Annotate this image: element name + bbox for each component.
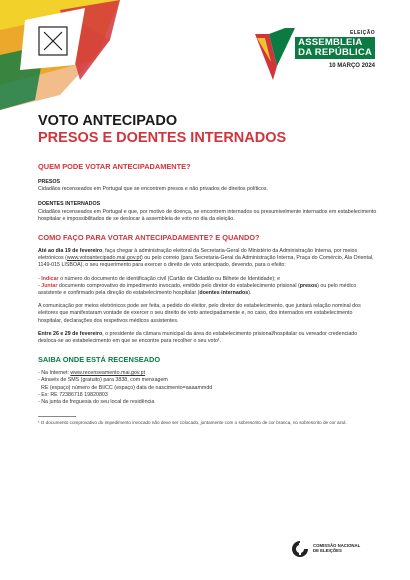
logo-name (295, 37, 375, 59)
recenseamento-line1 (38, 370, 378, 377)
v-mark-icon (255, 28, 295, 84)
p1-text-b: ) ou pelo correio (para Secretaria-Geral da Administração Interna, Praça do Comércio, Ala Oriental, 1149-015 LISBOA), o seu requerimento para exercer o direito de voto antecipado, devendo, para o efeito: (38, 255, 374, 269)
document-body (38, 162, 378, 426)
bullet2-text-c: ). (248, 290, 252, 297)
presos-text: Cidadãos recenseados em Portugal que se encontrem presos e não privados de direitos políticos. (38, 186, 268, 193)
recenseamento-line4: - Ex: RE 72386718 19820803 (38, 391, 108, 398)
logo-name-line2: DA REPÚBLICA (298, 47, 372, 58)
cne-logo-icon (290, 540, 310, 558)
cne-line1: COMISSÃO NACIONAL (313, 543, 361, 548)
recenseamento-line3: RE (espaço) número de BI/CC (espaço) data de nascimento=aaaammdd (41, 384, 213, 391)
section2-p2: A comunicação por meios eletrónicos pode ser feita, a pedido do eleitor, pelo diretor do estabelecimento, que juntará relação nominal dos eleitores que manifestaram vontade de exercer o seu direito de voto antecipadamente e, no caso, dos internados em estabelecimento hospitalar, declarações dos respetivos médicos assistentes. (38, 303, 361, 324)
bullet2-doentes: doentes internados (199, 290, 249, 297)
section2-heading: COMO FAÇO PARA VOTAR ANTECIPADAMENTE? E QUANDO? (38, 233, 260, 243)
recenseamento-line2: - Através de SMS (gratuito) para 3838, com mensagem (38, 377, 168, 384)
line1-prefix: - Na Internet: (38, 370, 71, 377)
bullet-indicar: - Indicar o número do documento de identificação civil (Cartão de Cidadão ou Bilhete de Identidade); e (38, 275, 281, 282)
page-title (38, 113, 378, 147)
bullet2-text-a: documento comprovativo do impedimento invocado, emitido pelo diretor do estabelecimento prisional ( (57, 282, 300, 289)
section2-p3 (38, 331, 378, 345)
bullet-juntar: - Juntar documento comprovativo do impedimento invocado, emitido pelo diretor do estabelecimento prisional (presos) ou pelo médico assistente e confirmado pela direção do estabelecimento hospitalar (doentes internados). (38, 282, 357, 297)
p3-text: , o presidente da câmara municipal da área do estabelecimento prisional/hospitalar ou vereador credenciado desloca-se ao estabelecimento em que se encontre para recolher o seu voto¹. (38, 330, 358, 345)
recenseamento-link[interactable]: www.recenseamento.mai.gov.pt (70, 370, 146, 377)
logo-name-line1: ASSEMBLEIA (298, 37, 363, 48)
logo-eleicao: ELEIÇÃO (349, 30, 375, 36)
bullet1-text: o número do documento de identificação civil (Cartão de Cidadão ou Bilhete de Identidade); e (58, 275, 281, 282)
footnote: ¹ O documento comprovativo do impedimento invocado não deve ser colocado, juntamente com o sobrescrito de cor branca, no sobrescrito de cor azul. (38, 420, 347, 426)
doentes-text: Cidadãos recenseados em Portugal e que, por motivo de doença, se encontrem internados ou presumivelmente internados em estabelecimento hospitalar e impossibilitados de se deslocar à assembleia de voto no dia da eleição. (38, 208, 377, 222)
logo-date: 10 MARÇO 2024 (328, 63, 375, 69)
title-sub: PRESOS E DOENTES INTERNADOS (38, 130, 287, 146)
p3-bold: Entre 26 e 29 de fevereiro (38, 330, 103, 337)
bullet2-bold: Juntar (41, 282, 58, 289)
title-main: VOTO ANTECIPADO (38, 113, 178, 129)
doentes-label: DOENTES INTERNADOS (38, 201, 101, 208)
logo-text (293, 30, 375, 69)
bullet2-presos: presos (299, 282, 318, 289)
p1-text-a: , faça chegar à administração eleitoral da Secretaria-Geral do Ministério da Administração Interna, por meios eletrónicos ( (38, 248, 358, 262)
footnote-separator (38, 416, 76, 417)
cne-text (313, 543, 360, 553)
section3-heading: SAIBA ONDE ESTÁ RECENSEADO (38, 355, 161, 365)
bullet1-bold: Indicar (41, 275, 59, 282)
voto-antecipado-link[interactable]: www.votoantecipado.mai.gov.pt (66, 255, 141, 262)
recenseamento-line5: - Na junta de freguesia do seu local de residência (38, 399, 155, 406)
bullet2-text-b: ) ou pelo médico assistente e confirmado pela direção do estabelecimento hospitalar ( (38, 282, 357, 297)
presos-label: PRESOS (38, 179, 61, 185)
section2-p1 (38, 248, 378, 270)
ballot-box-icon (38, 26, 68, 56)
cne-logo (290, 538, 380, 560)
section1-heading: QUEM PODE VOTAR ANTECIPADAMENTE? (38, 162, 191, 171)
p1-bold: Até ao dia 19 de fevereiro (38, 248, 103, 255)
cne-line2: DE ELEIÇÕES (313, 548, 342, 554)
election-logo (255, 28, 375, 88)
